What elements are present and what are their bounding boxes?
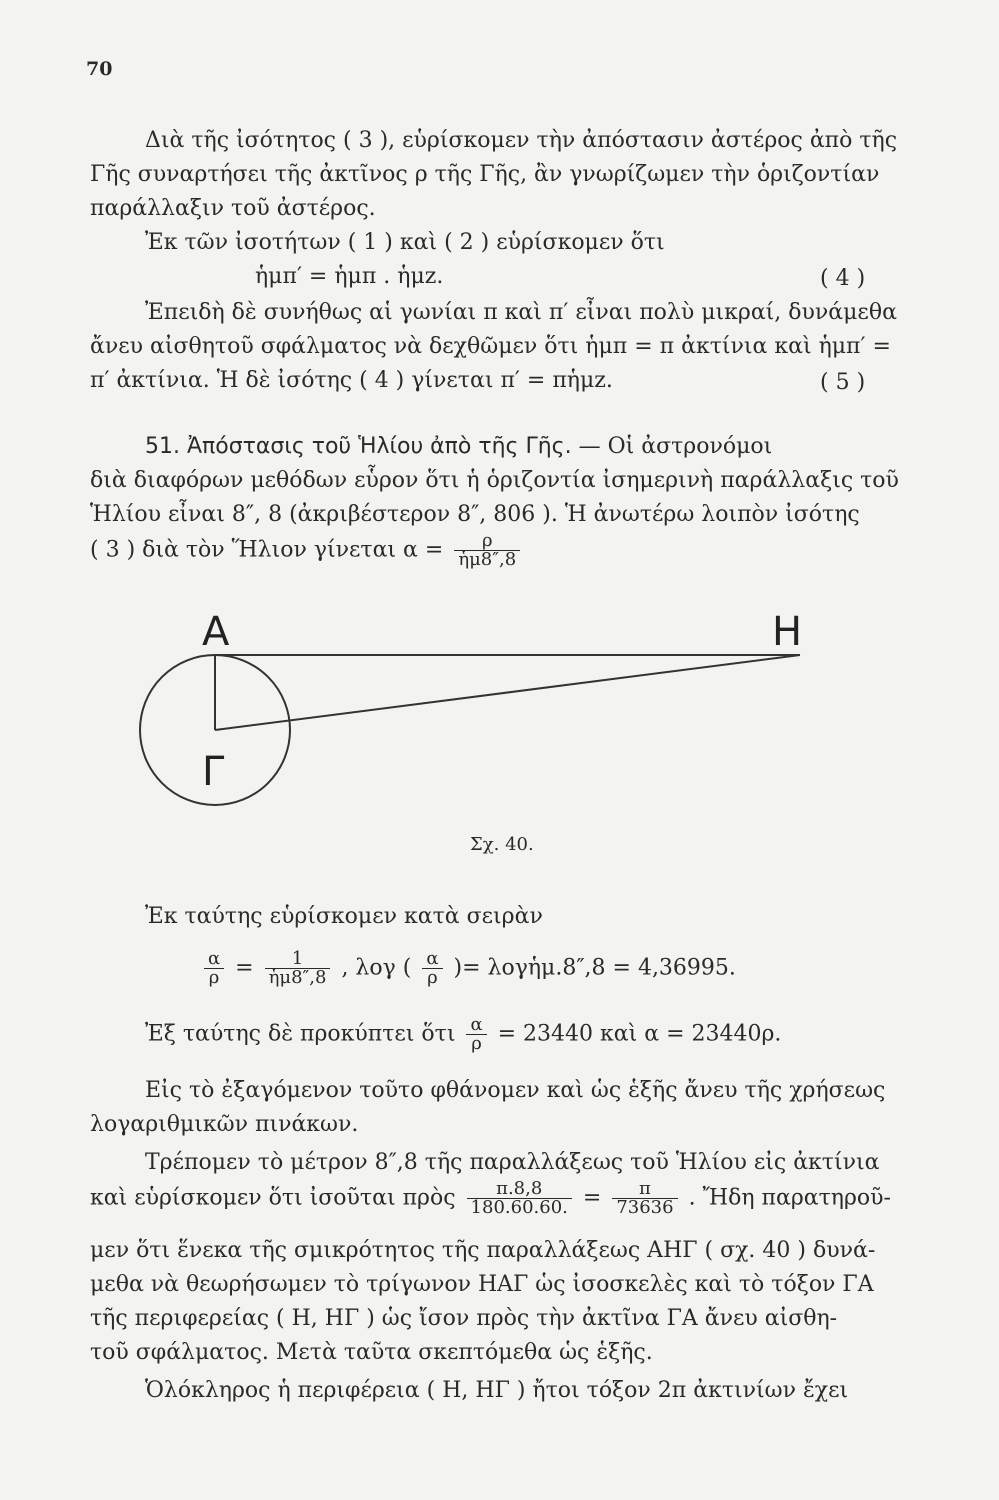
paragraph-7-line-2-text: καὶ εὑρίσκομεν ὅτι ἰσοῦται πρὸς bbox=[90, 1185, 456, 1211]
section-51-line-2: διὰ διαφόρων μεθόδων εὗρον ὅτι ἡ ὁριζοντία ἰσημερινὴ παράλλαξις τοῦ bbox=[90, 468, 899, 493]
paragraph-7-line-2-end: . Ἤδη παρατηροῦ- bbox=[688, 1185, 891, 1211]
line-gh bbox=[215, 655, 800, 730]
paragraph-6-line-2: λογαριθμικῶν πινάκων. bbox=[90, 1112, 359, 1137]
fraction-denominator: ρ bbox=[208, 967, 220, 988]
paragraph-8-line-1: Ὁλόκληρος ἡ περιφέρεια ( Η, ΗΓ ) ἤτοι τόξον 2π ἀκτινίων ἔχει bbox=[145, 1378, 849, 1403]
log-result: )= λογἡμ.8″,8 = 4,36995. bbox=[453, 955, 736, 981]
parallax-radians-fraction bbox=[467, 1180, 572, 1217]
paragraph-1-line-3: παράλλαξιν τοῦ ἀστέρος. bbox=[90, 196, 376, 221]
equation-4: ἡμπ′ = ἡμπ . ἡμz. bbox=[255, 264, 444, 289]
equals-sign: = bbox=[582, 1185, 602, 1211]
fraction-numerator: π bbox=[612, 1180, 677, 1199]
equation-number-5: ( 5 ) bbox=[820, 370, 866, 395]
paragraph-4-line-1: Ἐκ ταύτης εὑρίσκομεν κατὰ σειρὰν bbox=[145, 904, 543, 929]
paragraph-7-line-6: τοῦ σφάλματος. Μετὰ ταῦτα σκεπτόμεθα ὡς ἑξῆς. bbox=[90, 1340, 653, 1365]
fraction-numerator: π.8,8 bbox=[467, 1180, 572, 1199]
paragraph-7-line-2 bbox=[90, 1180, 891, 1217]
fraction-denominator: ρ bbox=[427, 967, 438, 988]
paragraph-7-line-1: Τρέπομεν τὸ μέτρον 8″,8 τῆς παραλλάξεως τοῦ Ἡλίου εἰς ἀκτίνια bbox=[145, 1150, 880, 1175]
fraction-numerator: 1 bbox=[265, 950, 331, 969]
paragraph-7-line-5: τῆς περιφερείας ( Η, ΗΓ ) ὡς ἴσον πρὸς τὴν ἀκτῖνα ΓΑ ἄνευ αἰσθη- bbox=[90, 1306, 838, 1331]
paragraph-5-result: = 23440 καὶ α = 23440ρ. bbox=[497, 1021, 782, 1047]
section-51-line-1 bbox=[145, 436, 772, 458]
fraction-numerator: α bbox=[466, 1016, 486, 1035]
fraction-denominator: ἡμ8″,8 bbox=[458, 549, 517, 570]
log-alpha-over-rho-fraction bbox=[422, 950, 442, 987]
pi-over-fraction bbox=[612, 1180, 677, 1217]
paragraph-6-line-1: Εἰς τὸ ἐξαγόμενον τοῦτο φθάνομεν καὶ ὡς ἑξῆς ἄνευ τῆς χρήσεως bbox=[145, 1078, 886, 1103]
sun-distance-fraction bbox=[454, 532, 520, 569]
paragraph-3-line-2: ἄνευ αἰσθητοῦ σφάλματος νὰ δεχθῶμεν ὅτι ἡμπ = π ἀκτίνια καὶ ἡμπ′ = bbox=[90, 334, 891, 359]
section-51-line-4 bbox=[90, 532, 524, 569]
log-text: , λογ ( bbox=[341, 955, 412, 981]
equals-sign: = bbox=[235, 955, 254, 981]
fraction-denominator: 73636 bbox=[616, 1197, 674, 1218]
fraction-numerator: ρ bbox=[454, 532, 520, 551]
label-h: Η bbox=[772, 609, 803, 655]
figure-caption: Σχ. 40. bbox=[470, 834, 534, 855]
paragraph-1-line-1: Διὰ τῆς ἰσότητος ( 3 ), εὑρίσκομεν τὴν ἀπόστασιν ἀστέρος ἀπὸ τῆς bbox=[145, 128, 898, 153]
section-51-line-4-text: ( 3 ) διὰ τὸν Ἥλιον γίνεται α = bbox=[90, 537, 444, 563]
fraction-denominator: 180.60.60. bbox=[470, 1197, 568, 1218]
paragraph-2-line-1: Ἐκ τῶν ἰσοτήτων ( 1 ) καὶ ( 2 ) εὑρίσκομεν ὅτι bbox=[145, 230, 665, 255]
paragraph-5-line bbox=[145, 1016, 781, 1053]
figure-40-diagram bbox=[120, 600, 820, 820]
paragraph-5-text: Ἐξ ταύτης δὲ προκύπτει ὅτι bbox=[145, 1021, 456, 1047]
page-number: 70 bbox=[86, 58, 113, 80]
section-51-heading: 51. Ἀπόστασις τοῦ Ἡλίου ἀπὸ τῆς Γῆς. bbox=[145, 434, 572, 459]
alpha-over-rho-fraction bbox=[204, 950, 224, 987]
fraction-numerator: α bbox=[422, 950, 442, 969]
paragraph-7-line-3: μεν ὅτι ἕνεκα τῆς σμικρότητος τῆς παραλλάξεως ΑΗΓ ( σχ. 40 ) δυνά- bbox=[90, 1238, 876, 1263]
section-51-line-3: Ἡλίου εἶναι 8″, 8 (ἀκριβέστερον 8″, 806 ). Ἡ ἀνωτέρω λοιπὸν ἰσότης bbox=[90, 502, 860, 527]
fraction-denominator: ἡμ8″,8 bbox=[268, 967, 327, 988]
label-g: Γ bbox=[202, 749, 225, 795]
equation-number-4: ( 4 ) bbox=[820, 266, 866, 291]
paragraph-4-equation bbox=[200, 950, 736, 987]
section-51-line-1-rest: — Οἱ ἀστρονόμοι bbox=[578, 434, 773, 459]
alpha-over-rho-fraction bbox=[466, 1016, 486, 1053]
label-a: Α bbox=[202, 609, 230, 655]
fraction-denominator: ρ bbox=[471, 1033, 482, 1054]
paragraph-3-line-3: π′ ἀκτίνια. Ἡ δὲ ἰσότης ( 4 ) γίνεται π′ = πἡμz. bbox=[90, 368, 613, 393]
paragraph-1-line-2: Γῆς συναρτήσει τῆς ἀκτῖνος ρ τῆς Γῆς, ἂν γνωρίζωμεν τὴν ὁριζοντίαν bbox=[90, 162, 880, 187]
fraction-numerator: α bbox=[204, 950, 224, 969]
one-over-sin-fraction bbox=[265, 950, 331, 987]
paragraph-3-line-1: Ἐπειδὴ δὲ συνήθως αἱ γωνίαι π καὶ π′ εἶναι πολὺ μικραί, δυνάμεθα bbox=[145, 300, 897, 325]
paragraph-7-line-4: μεθα νὰ θεωρήσωμεν τὸ τρίγωνον ΗΑΓ ὡς ἰσοσκελὲς καὶ τὸ τόξον ΓΑ bbox=[90, 1272, 874, 1297]
